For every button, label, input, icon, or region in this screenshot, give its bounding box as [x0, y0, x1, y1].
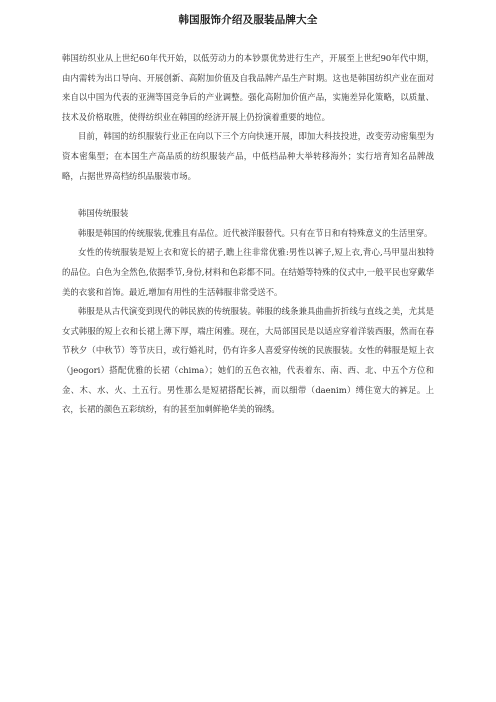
section-heading-traditional-clothing: 韩国传统服装	[78, 208, 129, 219]
paragraph-hanbok-intro: 韩服是韩国的传统服装,优雅且有品位。近代被洋服替代。只有在节日和有特殊意义的生活里穿。	[78, 227, 433, 238]
document-title: 韩国服饰介绍及服装品牌大全	[178, 14, 318, 26]
paragraph-hanbok-styles: 女性的传统服装是短上衣和宽长的裙子,瞧上往非常优雅:男性以裤子,短上衣,背心,马甲显出独特的品位。白色为全然色,依据季节,身份,材料和色彩都不同。在结婚等特殊的仪式中,一般平民也穿戴华美的衣裳和首饰。最近,增加有用性的生活韩服非常受送不。	[62, 247, 434, 297]
paragraph-textile-history: 韩国纺织业从上世纪60年代开始，以低劳动力的本钞票优势进行生产，开展至上世纪90年代中期，由内需转为出口导向、开展创新、高附加价值及自我品牌产品生产时期。这也是韩国纺织产业在面对来自以中国为代表的亚洲等国竞争后的产业调整。强化高附加价值产品，实施差异化策略，以质量、技术及价格取胜，使得纺织业在韩国的经济开展上仍扮演着重要的地位。	[62, 53, 434, 122]
document-body	[62, 49, 434, 420]
paragraph-hanbok-history: 韩服是从古代演变到现代的韩民族的传统服装。韩服的线条兼具曲曲折折线与直线之美，尤其是女式韩服的短上衣和长裙上薄下厚，端庄闲雅。现在，大局部国民是以适应穿着洋装西服，然而在春节秋夕（中秋节）等节庆日，或行婚礼时，仍有许多人喜爱穿传统的民族服装。女性的韩服是短上衣（jeogori）搭配优雅的长裙（chima）；她们的五色衣袖，代表着东、南、西、北、中五个方位和金、木、水、火、土五行。男性那么是短裙搭配长裤，而以细带（daenim）缚住宽大的裤足。上衣，长裙的颜色五彩缤纷，有的甚至加刺鲜艳华美的锦绣。	[62, 306, 434, 415]
paragraph-industry-direction: 目前，韩国的纺织服装行业正在向以下三个方向快速开展，即加大科技投进，改变劳动密集型为资本密集型；在本国生产高品质的纺织服装产品，中低档品种大举转移海外；实行培育知名品牌战略，占据世界高档纺织品服装市场。	[62, 131, 434, 181]
